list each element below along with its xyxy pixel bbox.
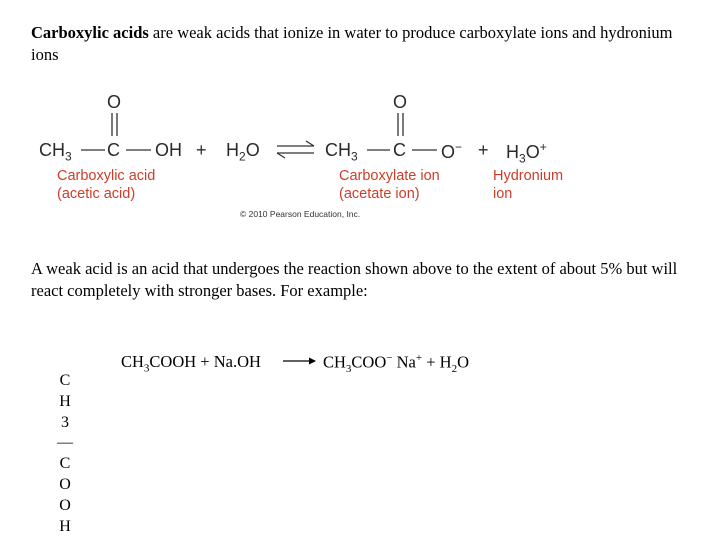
hydroxyl-group: OH <box>155 140 182 160</box>
methyl-group-right: $CH_3$ <box>325 140 358 164</box>
carbonyl-oxygen-left: O <box>107 92 122 112</box>
vertical-char: O <box>59 475 71 493</box>
carbon-left: C <box>107 140 120 160</box>
plus-sign-1: + <box>196 140 207 160</box>
reaction-arrow-icon <box>283 355 317 367</box>
vertical-char: C <box>59 455 71 473</box>
hydronium-formula: $H_3O^+$ <box>506 140 547 166</box>
label-carboxylic-acid: Carboxylic acid (acetic acid) <box>57 168 156 202</box>
carbonyl-oxygen-right: O <box>393 92 408 112</box>
ionization-reaction-figure <box>0 0 720 230</box>
label-carboxylate-ion: Carboxylate ion (acetate ion) <box>339 168 440 202</box>
methyl-group-left: $CH_3$ <box>39 140 72 164</box>
copyright-notice: © 2010 Pearson Education, Inc. <box>240 209 361 219</box>
vertical-char: — <box>57 434 73 452</box>
vertical-char: C <box>59 372 71 389</box>
vertical-formula-text <box>57 371 73 537</box>
carboxylate-oxygen: O− <box>441 140 463 162</box>
vertical-char: 3 <box>61 413 69 431</box>
vertical-char: H <box>59 517 71 535</box>
vertical-char: H <box>59 392 71 410</box>
equation-products: $CH_3COO^-$ $Na^+ + H_2O$ <box>323 352 469 375</box>
equation-reactants: $CH_3COOH + Na.OH$ <box>121 352 261 375</box>
plus-sign-2: + <box>478 140 489 160</box>
label-hydronium-ion: Hydronium ion <box>493 168 564 202</box>
vertical-char: O <box>59 496 71 514</box>
weak-acid-paragraph: A weak acid is an acid that undergoes the reaction shown above to the extent of about 5% but will react completely with stronger bases. For example: <box>31 259 678 300</box>
intro-text: are weak acids that ionize in water to produce carboxylate ions and hydronium ions <box>31 23 673 64</box>
carbon-right: C <box>393 140 406 160</box>
water-molecule: $H_2O$ <box>226 140 260 164</box>
intro-bold-term: Carboxylic acids <box>31 23 149 42</box>
